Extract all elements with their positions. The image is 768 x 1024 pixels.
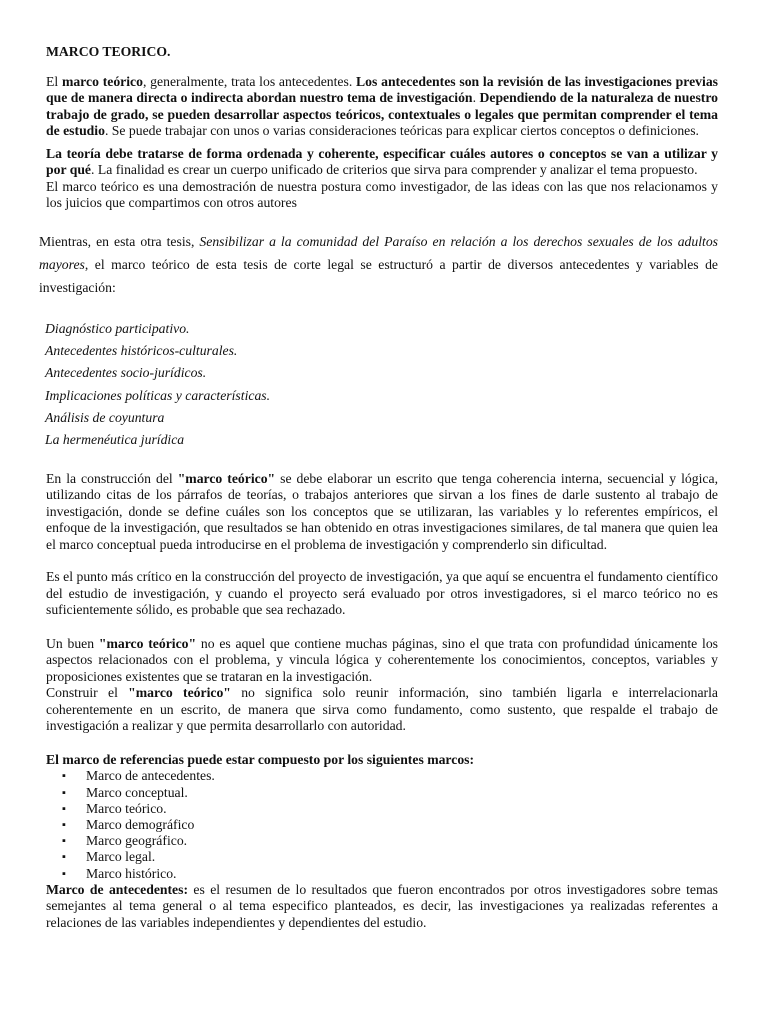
document-page — [39, 44, 718, 931]
bold-text: La teoría debe tratarse de forma ordenada y coherente, especificar cuáles autores o conceptos se van a utilizar y por qué — [46, 145, 718, 177]
text: . — [472, 90, 480, 105]
bold-text: "marco teórico" — [177, 470, 276, 486]
paragraph-antecedentes — [46, 882, 718, 932]
list-item: ▪ Marco histórico. — [46, 866, 718, 882]
text: Construir el — [46, 685, 129, 701]
text: no es aquel que contiene muchas páginas, sino el que trata con profundidad únicamente los aspectos relacionados con el problema, y vincula lógica y coherentemente los conocimientos, conceptos, variables y proposiciones existentes que se trataran en la investigación. — [46, 635, 718, 684]
paragraph-theory — [46, 146, 718, 179]
list-item: Implicaciones políticas y características. — [45, 387, 271, 403]
paragraph-critical-point: Es el punto más crítico en la construcción del proyecto de investigación, ya que aquí se encuentra el fundamento científico del estudio de investigación, y cuando el proyecto será evaluado por otros investigadores, si el marco teórico no es suficientemente sólido, es probable que sea rechazado. — [46, 569, 718, 618]
marcos-heading: El marco de referencias puede estar compuesto por los siguientes marcos: — [46, 751, 475, 767]
text: Un buen — [46, 635, 99, 651]
list-item: Antecedentes socio-jurídicos. — [45, 365, 207, 381]
list-item: ▪ Marco demográfico — [46, 817, 718, 833]
text: es el resumen de lo resultados que fueron encontrados por otros investigadores sobre temas semejantes al tema general o al tema especifico planteados, es decir, las investigaciones ya realizadas referentes a relaciones de las variables independientes y dependientes del estudio. — [46, 881, 718, 930]
list-item: ▪ Marco de antecedentes. — [46, 768, 718, 784]
text: En la construcción del — [46, 470, 178, 486]
text: se debe elaborar un escrito que tenga coherencia interna, secuencial y lógica, utilizando citas de los párrafos de teorías, o trabajos anteriores que sirvan a los fines de darle sustento al trabajo de investigación, donde se define cuáles son los conceptos que se utilizaran, las variables y lo referentes empíricos, el enfoque de la investigación, que resultados se han obtenido en otras investigaciones similares, de tal manera que quien lea el marco conceptual pueda introducirse en el problema de investigación y comprenderlo sin dificultad. — [46, 470, 718, 552]
bold-text: Los antecedentes son la revisión de las investigaciones previas que de manera directa o indirecta abordan nuestro tema de investigación — [46, 73, 718, 105]
text: Mientras, en esta otra tesis, — [39, 233, 200, 249]
paragraph-build-framework — [46, 685, 718, 735]
document-title: MARCO TEORICO. — [46, 44, 171, 59]
text: . Se puede trabajar con unos o varias consideraciones teóricas para explicar ciertos conceptos o definiciones. — [104, 123, 699, 138]
list-item: Diagnóstico participativo. — [45, 320, 190, 336]
bold-text: Marco de antecedentes: — [46, 881, 189, 897]
text: no significa solo reunir información, sino también ligarla e interrelacionarla coherentemente en un escrito, de manera que sirva como fundamento, como sustento, que respalde el trabajo de investigación a realizar y que permita desarrollarlo con autoridad. — [46, 685, 718, 734]
paragraph-construction — [46, 471, 718, 554]
text: , generalmente, trata los antecedentes. — [142, 73, 357, 89]
paragraph-tesis — [39, 230, 718, 299]
bold-text: "marco teórico" — [98, 635, 197, 651]
bold-text: Dependiendo de la naturaleza de nuestro trabajo de grado, se pueden desarrollar aspectos teóricos, contextuales o legales que permitan comprender el tema de estudio — [46, 90, 718, 138]
list-item: Análisis de coyuntura — [45, 410, 165, 426]
list-item: ▪ Marco geográfico. — [46, 833, 718, 849]
marcos-list — [46, 768, 718, 881]
paragraph-intro — [46, 74, 718, 140]
text: El — [46, 73, 62, 89]
text: . La finalidad es crear un cuerpo unificado de criterios que sirva para comprender y analizar el tema propuesto. — [91, 162, 698, 177]
list-item: La hermenéutica jurídica — [45, 432, 185, 448]
variables-list — [45, 318, 718, 452]
list-item: ▪ Marco conceptual. — [46, 785, 718, 801]
paragraph-posture: El marco teórico es una demostración de nuestra postura como investigador, de las ideas con las que nos relacionamos y los juicios que compartimos con otros autores — [46, 178, 718, 210]
paragraph-good-framework — [46, 636, 718, 686]
thesis-title: Sensibilizar a la comunidad del Paraíso en relación a los derechos sexuales de los adultos mayores — [39, 233, 718, 272]
text: , el marco teórico de esta tesis de corte legal se estructuró a partir de diversos antecedentes y variables de investigación: — [39, 256, 718, 295]
bold-text: marco teórico — [61, 73, 143, 89]
list-item: Antecedentes históricos-culturales. — [45, 342, 238, 358]
list-item: ▪ Marco legal. — [46, 849, 718, 865]
bold-text: "marco teórico" — [128, 685, 231, 701]
list-item: ▪ Marco teórico. — [46, 801, 718, 817]
